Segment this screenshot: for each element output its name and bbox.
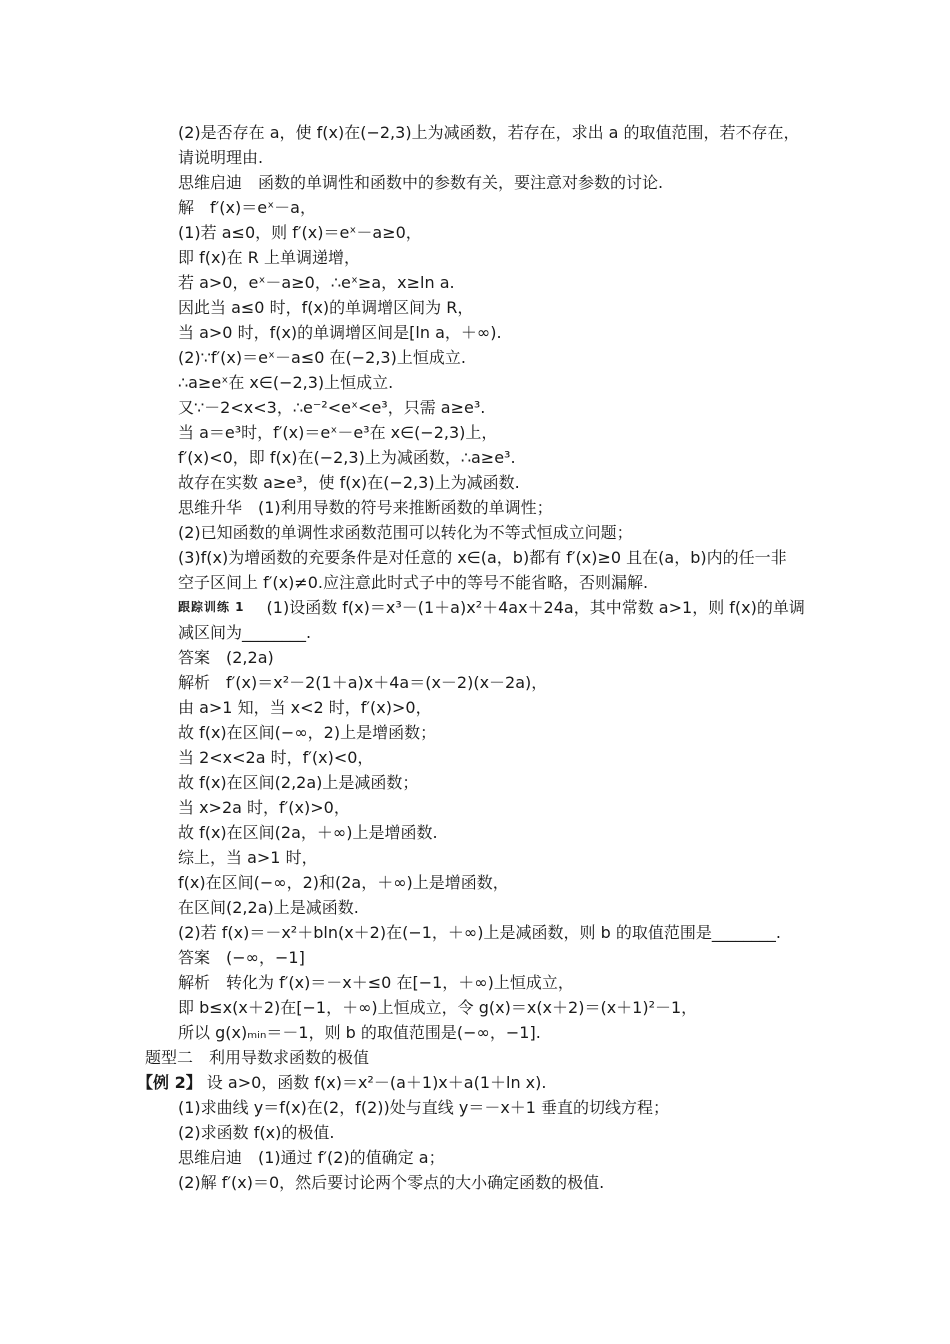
line-text: (2)若 f(x)＝－x²＋bln(x＋2)在(−1，＋∞)上是减函数，则 b 的取值范围是________. bbox=[178, 923, 781, 942]
line-text: 减区间为________. bbox=[178, 623, 312, 642]
text-line bbox=[0, 945, 950, 970]
text-line bbox=[0, 670, 950, 695]
line-text: 解析 转化为 f′(x)＝－x＋≤0 在[−1，＋∞)上恒成立， bbox=[178, 973, 574, 992]
line-text: (3)f(x)为增函数的充要条件是对任意的 x∈(a，b)都有 f′(x)≥0 且在(a，b)内的任一非 bbox=[178, 548, 787, 567]
line-text: 若 a>0，eˣ－a≥0，∴eˣ≥a，x≥ln a. bbox=[178, 273, 455, 292]
line-text: 故 f(x)在区间(2a，＋∞)上是增函数. bbox=[178, 823, 438, 842]
text-line bbox=[0, 220, 950, 245]
line-text: 答案 (2,2a) bbox=[178, 648, 274, 667]
text-line bbox=[0, 695, 950, 720]
line-text: 解 f′(x)＝eˣ－a， bbox=[178, 198, 316, 217]
line-text: 思维升华 (1)利用导数的符号来推断函数的单调性； bbox=[178, 498, 553, 517]
text-line bbox=[0, 745, 950, 770]
text-line bbox=[0, 1120, 950, 1145]
text-line bbox=[0, 470, 950, 495]
line-text: (1)求曲线 y＝f(x)在(2，f(2))处与直线 y＝－x＋1 垂直的切线方程； bbox=[178, 1098, 670, 1117]
line-text: 思维启迪 (1)通过 f′(2)的值确定 a； bbox=[178, 1148, 445, 1167]
line-text: 思维启迪 函数的单调性和函数中的参数有关，要注意对参数的讨论. bbox=[178, 173, 664, 192]
text-line bbox=[0, 770, 950, 795]
line-text: 当 a>0 时，f(x)的单调增区间是[ln a，＋∞). bbox=[178, 323, 502, 342]
text-line bbox=[0, 995, 950, 1020]
text-line bbox=[0, 395, 950, 420]
line-text: (1)若 a≤0，则 f′(x)＝eˣ－a≥0， bbox=[178, 223, 422, 242]
practice-badge: 跟踪训练 1 bbox=[178, 600, 245, 614]
document-page bbox=[0, 120, 950, 1195]
text-line bbox=[0, 320, 950, 345]
line-text: (2)∵f′(x)＝eˣ－a≤0 在(−2,3)上恒成立. bbox=[178, 348, 466, 367]
text-line bbox=[0, 1145, 950, 1170]
text-line bbox=[0, 1095, 950, 1120]
line-text: 故 f(x)在区间(−∞，2)上是增函数； bbox=[178, 723, 437, 742]
text-line bbox=[0, 920, 950, 945]
example-title bbox=[0, 1070, 950, 1095]
line-text: 当 x>2a 时，f′(x)>0， bbox=[178, 798, 350, 817]
text-line bbox=[0, 795, 950, 820]
line-text: (2)解 f′(x)＝0，然后要讨论两个零点的大小确定函数的极值. bbox=[178, 1173, 605, 1192]
text-line bbox=[0, 895, 950, 920]
text-line bbox=[0, 720, 950, 745]
line-text: f(x)在区间(−∞，2)和(2a，＋∞)上是增函数， bbox=[178, 873, 509, 892]
text-line bbox=[0, 120, 950, 145]
line-text: (2)已知函数的单调性求函数范围可以转化为不等式恒成立问题； bbox=[178, 523, 633, 542]
text-line bbox=[0, 445, 950, 470]
line-text: 综上，当 a>1 时， bbox=[178, 848, 318, 867]
text-line bbox=[0, 820, 950, 845]
line-text: 答案 (−∞，−1] bbox=[178, 948, 305, 967]
line-text: 在区间(2,2a)上是减函数. bbox=[178, 898, 359, 917]
line-text: 空子区间上 f′(x)≠0.应注意此时式子中的等号不能省略，否则漏解. bbox=[178, 573, 649, 592]
line-text: 因此当 a≤0 时，f(x)的单调增区间为 R， bbox=[178, 298, 474, 317]
text-line bbox=[0, 845, 950, 870]
text-line bbox=[0, 1170, 950, 1195]
text-line bbox=[0, 195, 950, 220]
line-text: 设 a>0，函数 f(x)＝x²－(a＋1)x＋a(1＋ln x). bbox=[201, 1073, 547, 1092]
line-text: (2)是否存在 a，使 f(x)在(−2,3)上为减函数，若存在，求出 a 的取值范围，若不存在， bbox=[178, 123, 800, 142]
example-tag: 【例 2】 bbox=[137, 1073, 202, 1092]
text-line bbox=[0, 295, 950, 320]
text-line bbox=[0, 495, 950, 520]
text-line bbox=[0, 570, 950, 595]
line-text: 即 b≤x(x＋2)在[−1，＋∞)上恒成立，令 g(x)＝x(x＋2)＝(x＋1)²－1， bbox=[178, 998, 698, 1017]
line-text: 故存在实数 a≥e³，使 f(x)在(−2,3)上为减函数. bbox=[178, 473, 520, 492]
text-line bbox=[0, 345, 950, 370]
text-line bbox=[0, 1020, 950, 1045]
text-line bbox=[0, 545, 950, 570]
text-line bbox=[0, 520, 950, 545]
text-line bbox=[0, 870, 950, 895]
line-text: 由 a>1 知，当 x<2 时，f′(x)>0， bbox=[178, 698, 432, 717]
text-line bbox=[0, 620, 950, 645]
text-line bbox=[0, 170, 950, 195]
text-line bbox=[0, 645, 950, 670]
line-text: ∴a≥eˣ在 x∈(−2,3)上恒成立. bbox=[178, 373, 394, 392]
section-heading bbox=[0, 1045, 950, 1070]
line-text: 故 f(x)在区间(2,2a)上是减函数； bbox=[178, 773, 419, 792]
line-text: 当 2<x<2a 时，f′(x)<0， bbox=[178, 748, 374, 767]
line-text: 当 a＝e³时，f′(x)＝eˣ－e³在 x∈(−2,3)上， bbox=[178, 423, 498, 442]
text-line bbox=[0, 270, 950, 295]
line-text: 所以 g(x)ₘᵢₙ＝－1，则 b 的取值范围是(−∞，−1]. bbox=[178, 1023, 541, 1042]
line-text: 题型二 利用导数求函数的极值 bbox=[145, 1048, 370, 1067]
text-line bbox=[0, 595, 950, 620]
line-text: 又∵－2<x<3，∴e⁻²<eˣ<e³，只需 a≥e³. bbox=[178, 398, 486, 417]
text-line bbox=[0, 370, 950, 395]
line-text: 解析 f′(x)＝x²－2(1＋a)x＋4a＝(x－2)(x－2a)， bbox=[178, 673, 548, 692]
line-text: 即 f(x)在 R 上单调递增， bbox=[178, 248, 360, 267]
text-line bbox=[0, 145, 950, 170]
line-text: 请说明理由. bbox=[178, 148, 264, 167]
line-text: (2)求函数 f(x)的极值. bbox=[178, 1123, 335, 1142]
text-line bbox=[0, 420, 950, 445]
text-line bbox=[0, 245, 950, 270]
text-line bbox=[0, 970, 950, 995]
line-text: (1)设函数 f(x)＝x³－(1＋a)x²＋4ax＋24a，其中常数 a>1，则 f(x)的单调 bbox=[266, 598, 805, 617]
line-text: f′(x)<0，即 f(x)在(−2,3)上为减函数，∴a≥e³. bbox=[178, 448, 516, 467]
